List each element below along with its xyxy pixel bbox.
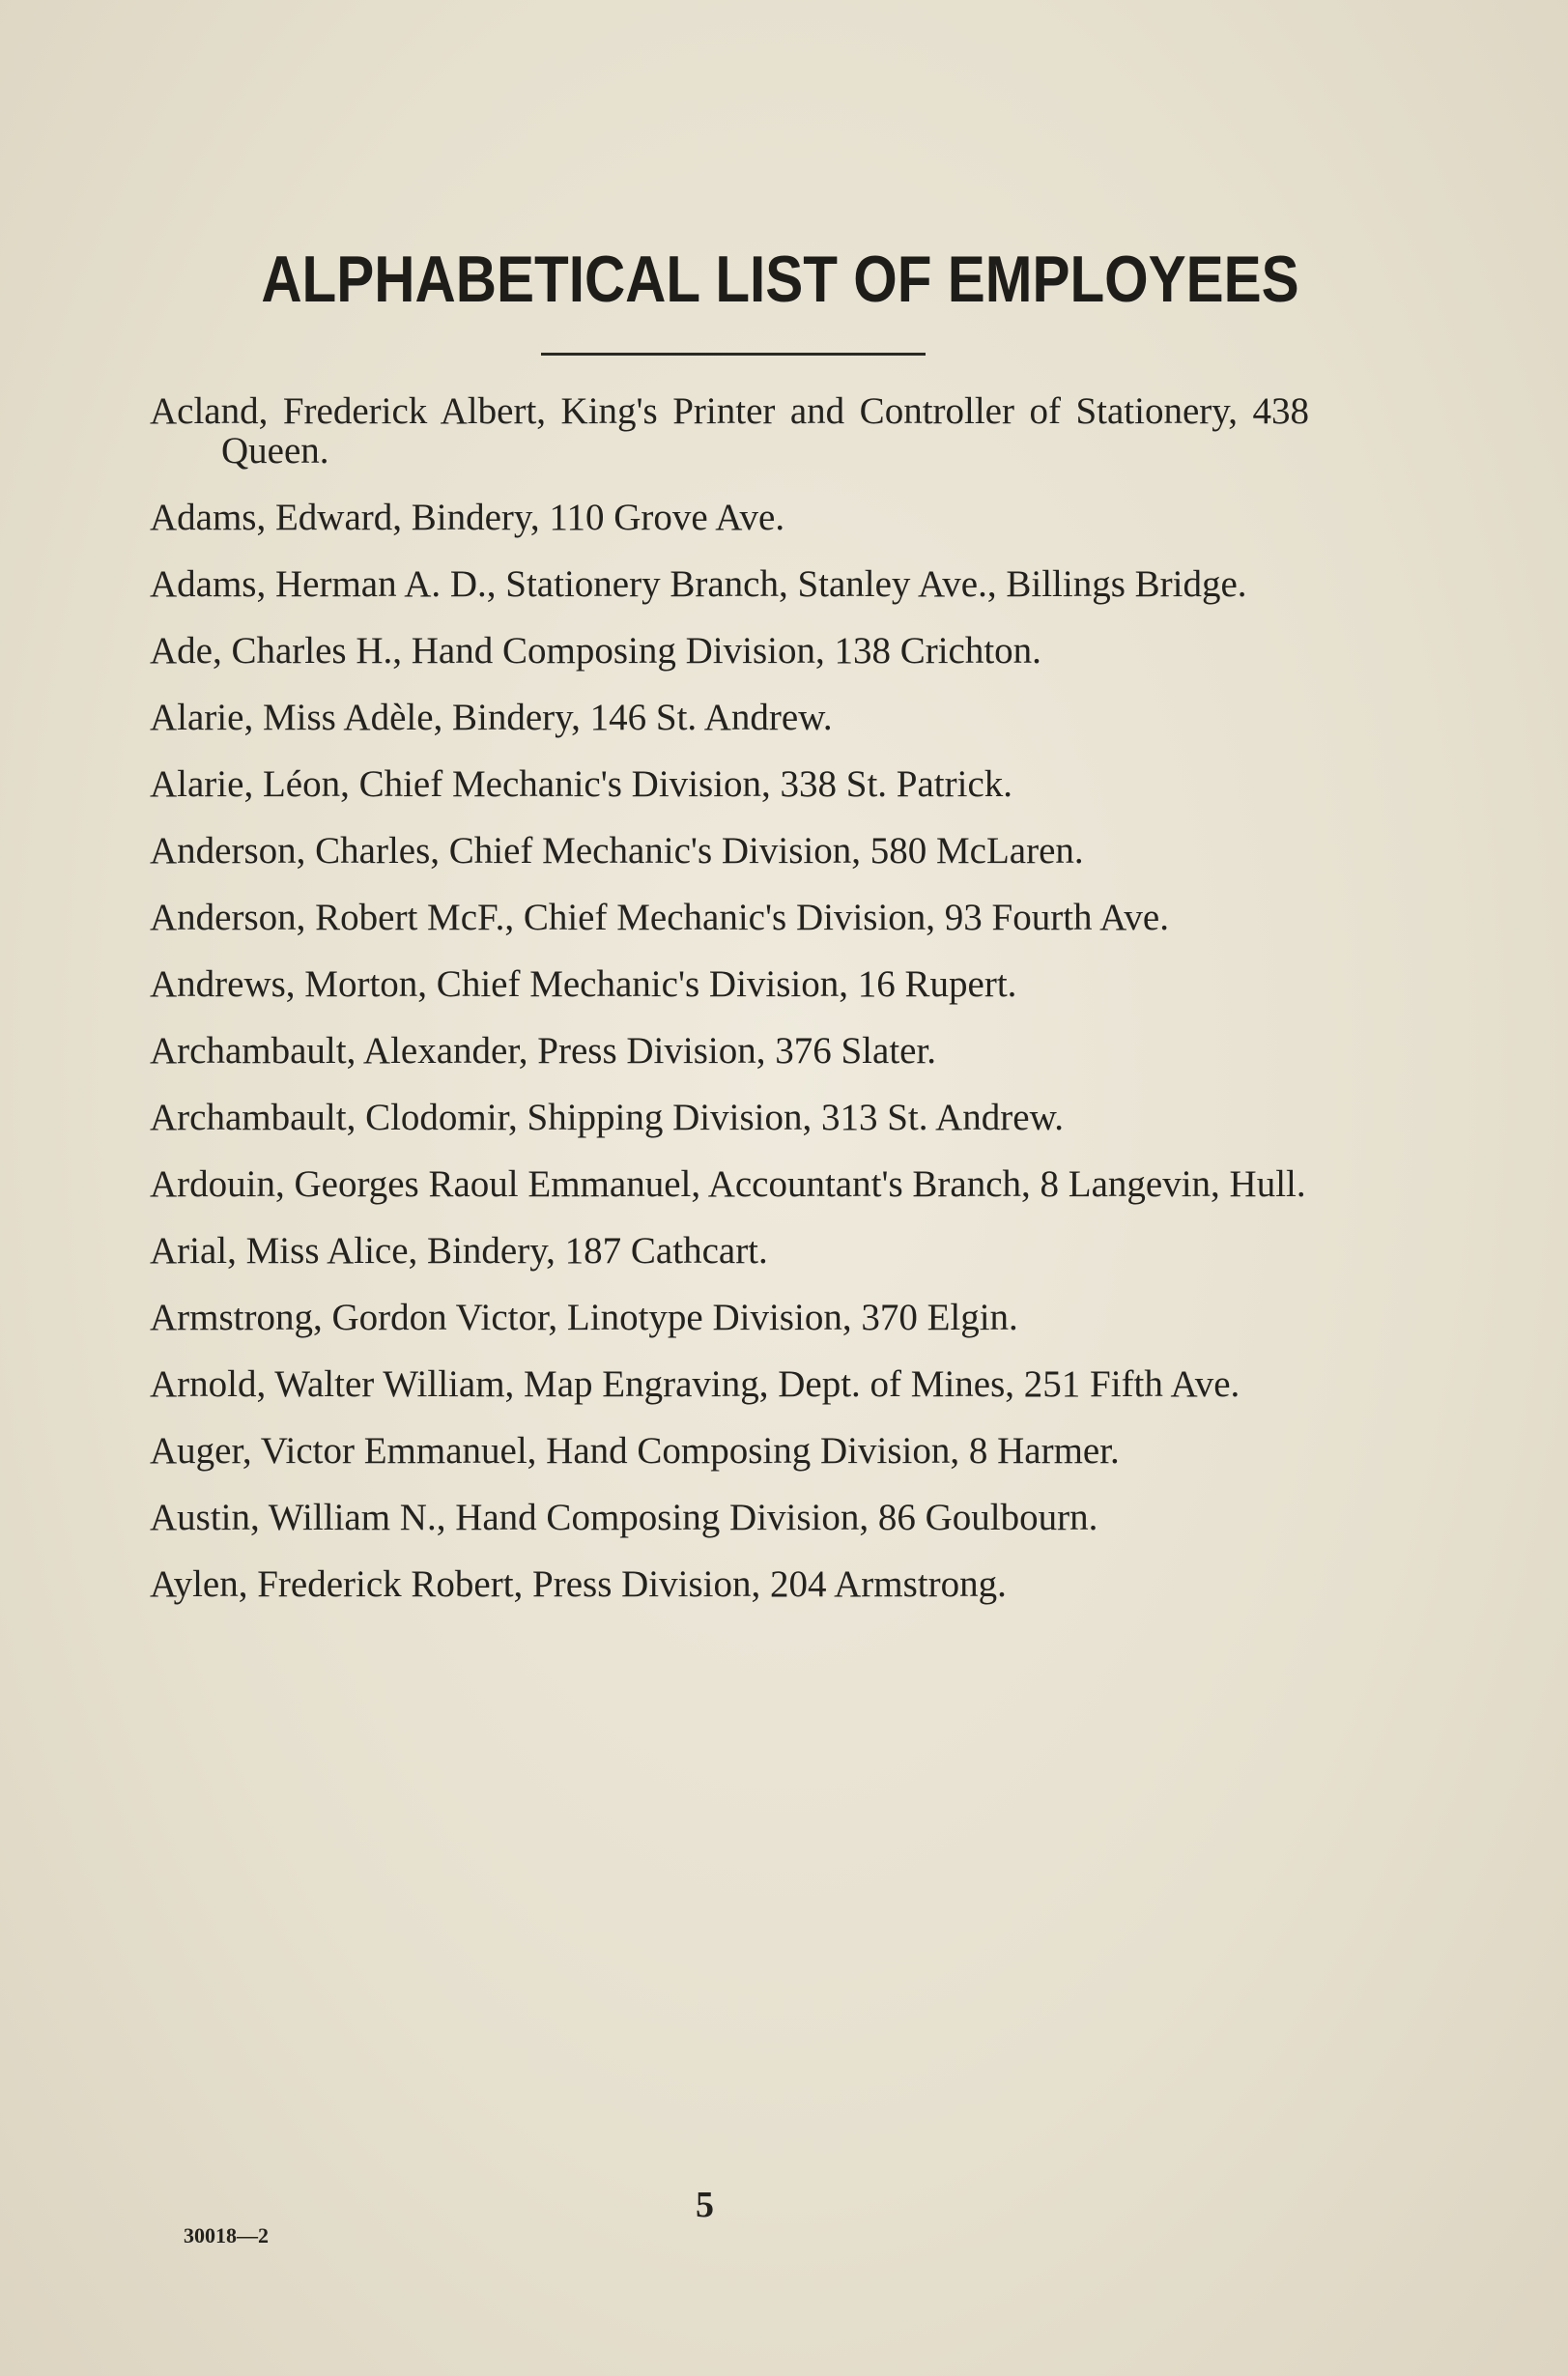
list-item: Armstrong, Gordon Victor, Linotype Division, 370 Elgin. [150,1297,1018,1338]
list-item: Archambault, Alexander, Press Division, 376 Slater. [150,1030,937,1072]
list-item: Anderson, Charles, Chief Mechanic's Division, 580 McLaren. [150,830,1084,872]
list-item: Ade, Charles H., Hand Composing Division, 138 Crichton. [150,630,1041,672]
title-divider [541,353,926,356]
list-item: Adams, Herman A. D., Stationery Branch, Stanley Ave., Billings Bridge. [150,563,1247,605]
list-item: Acland, Frederick Albert, King's Printer and Controller of Stationery, 438 Queen. [150,390,1309,472]
list-item: Arial, Miss Alice, Bindery, 187 Cathcart. [150,1230,768,1272]
list-item: Anderson, Robert McF., Chief Mechanic's Division, 93 Fourth Ave. [150,897,1169,938]
list-item: Alarie, Léon, Chief Mechanic's Division, 338 St. Patrick. [150,763,1013,805]
list-item: Aylen, Frederick Robert, Press Division, 204 Armstrong. [150,1563,1007,1605]
employee-list [150,391,1309,1631]
list-item: Alarie, Miss Adèle, Bindery, 146 St. Andrew. [150,697,833,738]
list-item: Adams, Edward, Bindery, 110 Grove Ave. [150,497,785,538]
page-number: 5 [696,2185,714,2225]
list-item: Arnold, Walter William, Map Engraving, Dept. of Mines, 251 Fifth Ave. [150,1363,1240,1405]
list-item: Andrews, Morton, Chief Mechanic's Division, 16 Rupert. [150,963,1017,1005]
list-item: Ardouin, Georges Raoul Emmanuel, Accountant's Branch, 8 Langevin, Hull. [150,1163,1306,1205]
list-item: Auger, Victor Emmanuel, Hand Composing Division, 8 Harmer. [150,1430,1120,1472]
signature-mark: 30018—2 [184,2223,269,2247]
page-title: ALPHABETICAL LIST OF EMPLOYEES [261,243,1299,316]
list-item: Archambault, Clodomir, Shipping Division, 313 St. Andrew. [150,1097,1064,1138]
list-item: Austin, William N., Hand Composing Division, 86 Goulbourn. [150,1497,1098,1538]
